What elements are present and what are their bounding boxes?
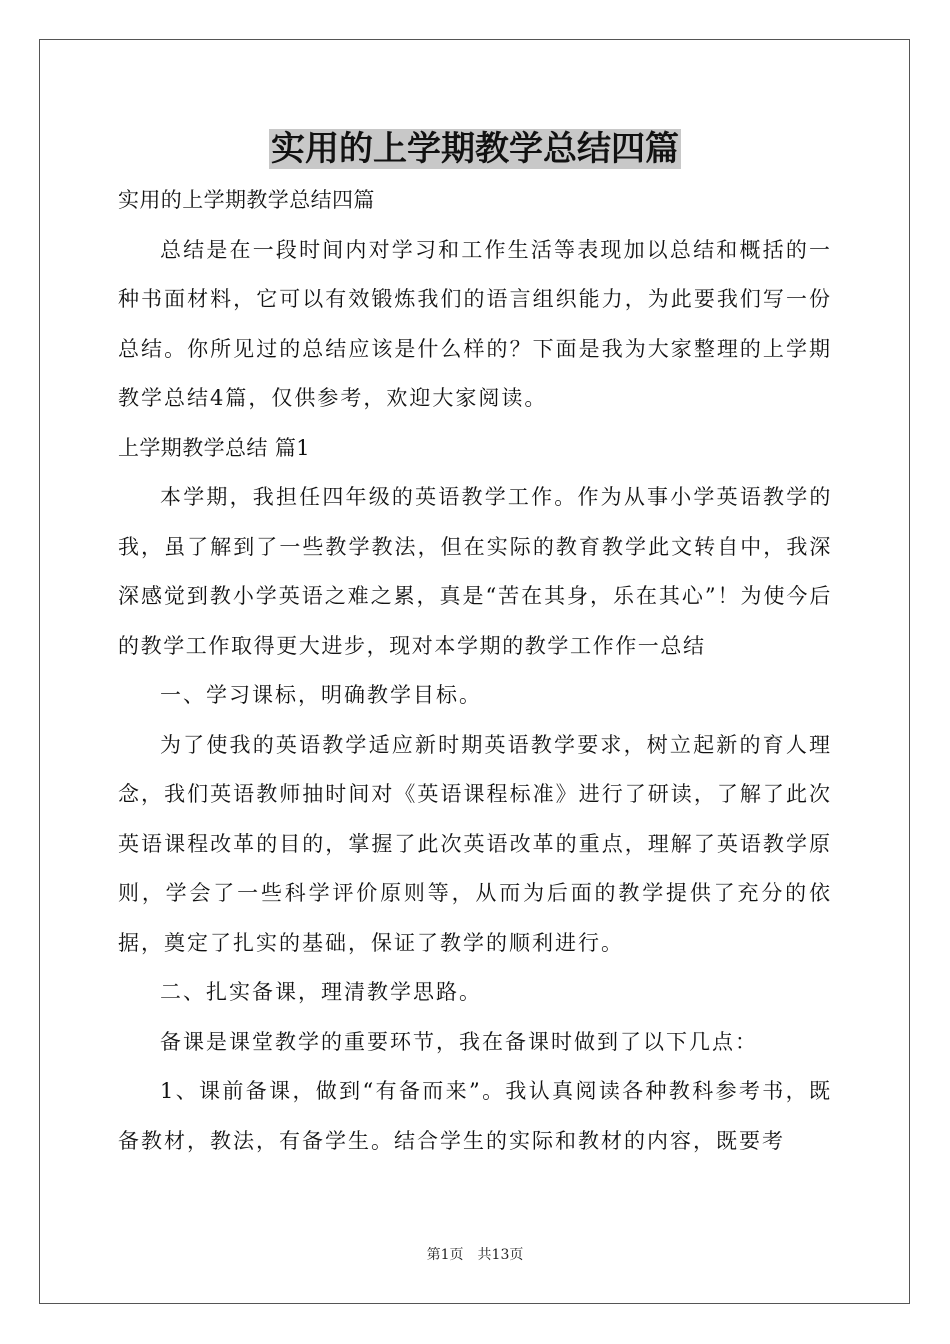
page-footer: 第1页 共13页	[426, 1247, 524, 1263]
body-paragraph: 为了使我的英语教学适应新时期英语教学要求，树立起新的育人理念，我们英语教师抽时间对《英语课程标准》进行了研读，了解了此次英语课程改革的目的，掌握了此次英语改革的重点，理解了英语教学原则，学会了一些科学评价原则等，从而为后面的教学提供了充分的依据，奠定了扎实的基础，保证了教学的顺利进行。	[118, 732, 832, 955]
document-title: 实用的上学期教学总结四篇	[271, 129, 679, 169]
body-heading: 一、学习课标，明确教学目标。	[160, 683, 482, 707]
document-subtitle: 实用的上学期教学总结四篇	[118, 188, 375, 212]
body-paragraph: 备课是课堂教学的重要环节，我在备课时做到了以下几点：	[160, 1029, 758, 1054]
intro-paragraph: 总结是在一段时间内对学习和工作生活等表现加以总结和概括的一种书面材料，它可以有效锻炼我们的语言组织能力，为此要我们写一份总结。你所见过的总结应该是什么样的？下面是我为大家整理的上学期教学总结4篇，仅供参考，欢迎大家阅读。	[118, 237, 832, 410]
body-paragraph: 1、课前备课，做到“有备而来”。我认真阅读各种教科参考书，既备教材，教法，有备学生。结合学生的实际和教材的内容，既要考	[118, 1079, 832, 1153]
body-heading: 二、扎实备课，理清教学思路。	[160, 980, 482, 1004]
section-heading: 上学期教学总结 篇1	[118, 435, 311, 460]
body-paragraph: 本学期，我担任四年级的英语教学工作。作为从事小学英语教学的我，虽了解到了一些教学教法，但在实际的教育教学此文转自中，我深深感觉到教小学英语之难之累，真是“苦在其身，乐在其心”！为使今后的教学工作取得更大进步，现对本学期的教学工作作一总结	[118, 485, 832, 658]
document-body	[118, 176, 832, 1166]
